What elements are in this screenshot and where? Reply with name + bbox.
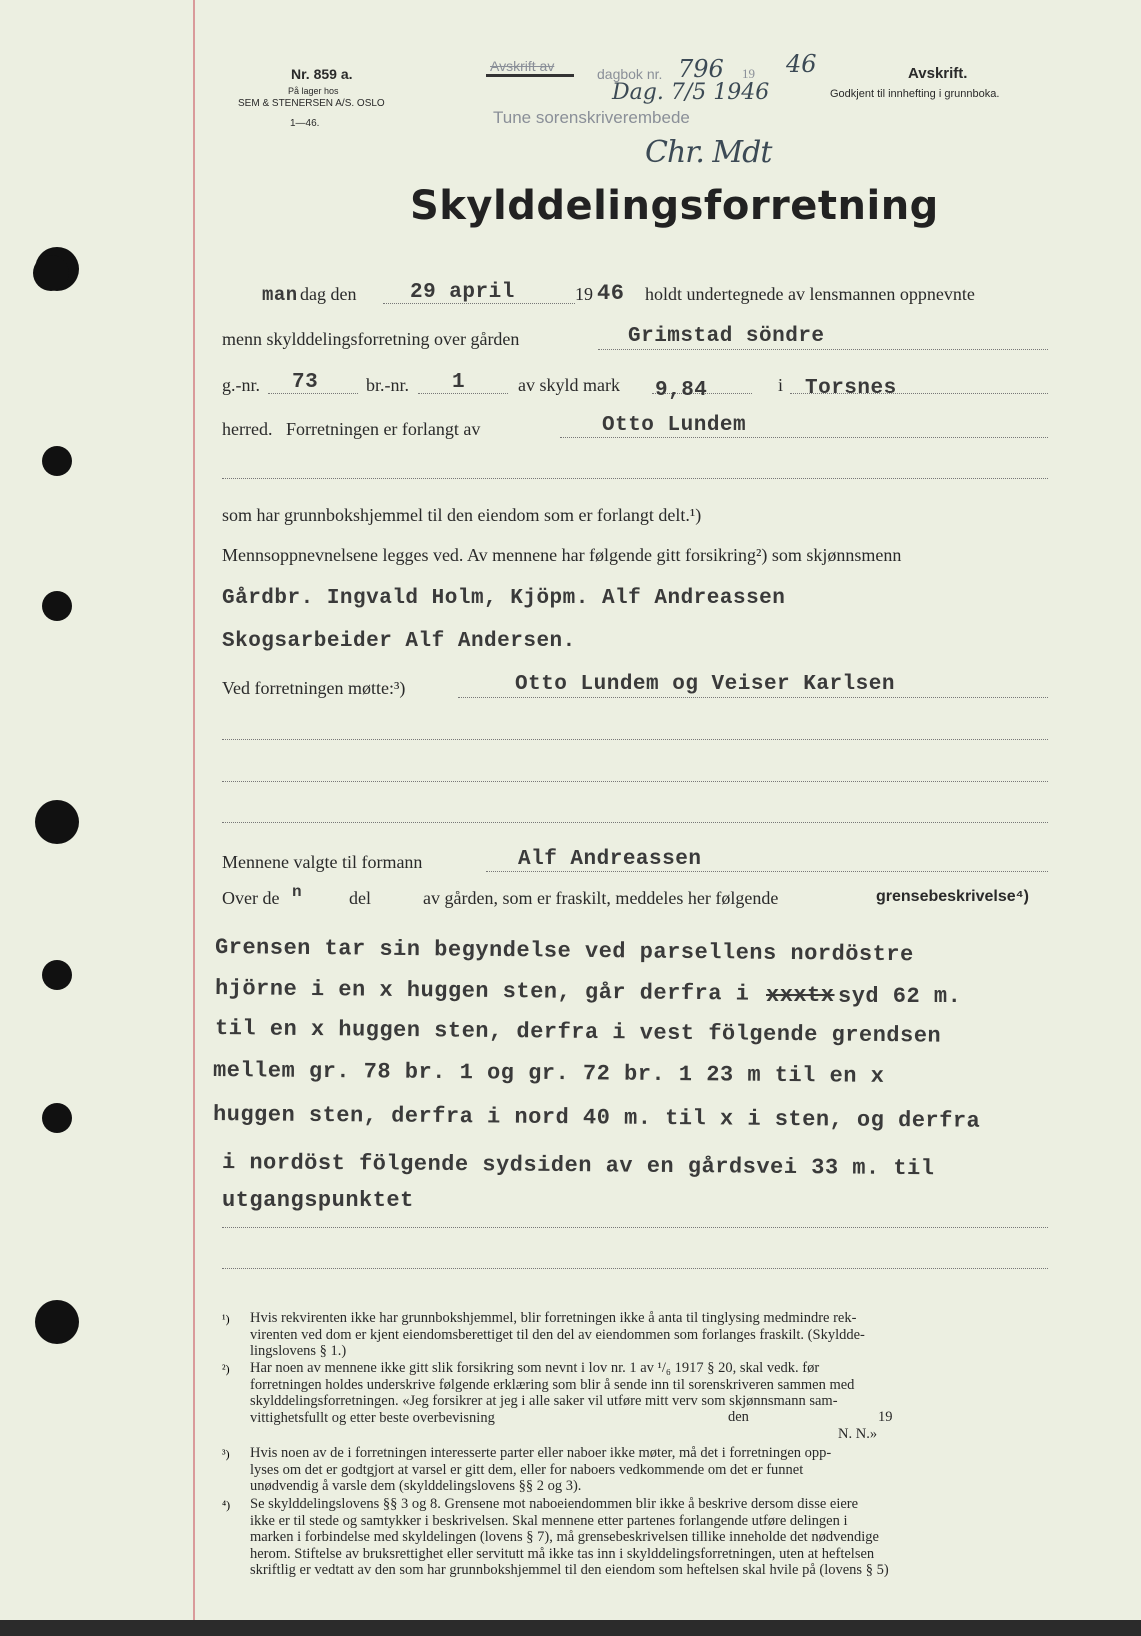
footnote-line: ikke er til stede og samtykker i beskrivelsen. Skal mennene etter partenes forlangende utføre delingen i bbox=[250, 1512, 848, 1529]
footnote-line: vittighetsfullt og etter beste overbevisning bbox=[250, 1409, 495, 1426]
signature: Chr. Mdt bbox=[645, 135, 772, 170]
footnote-line: marken i forbindelse med skyldelingen (lovens § 7), må grensebeskrivelsen tillike inneholde det nødvendige bbox=[250, 1529, 879, 1545]
farm-line bbox=[598, 349, 1048, 350]
footnote-line: virenten ved dom er kjent eiendomsberettiget til den del av eiendommen som forlanges fraskilt. (Skyldde- bbox=[250, 1326, 865, 1343]
men-line-2: Skogsarbeider Alf Andersen. bbox=[222, 630, 576, 653]
footnote-line: Hvis noen av de i forretningen interesserte parter eller naboer ikke møter, må det i forretningen opp- bbox=[250, 1445, 832, 1461]
dagbok-number: 796 bbox=[678, 55, 724, 83]
footnote-mark: ³) bbox=[222, 1447, 230, 1461]
blank-line bbox=[222, 1268, 1048, 1269]
footnote-den: den bbox=[728, 1409, 749, 1425]
footnote-line: unødvendig å varsle dem (skylddelingslovens §§ 2 og 3). bbox=[250, 1478, 582, 1494]
footnote-line: lyses om det er godtgjort at varsel er gitt dem, eller for naboers vedkommende om det er funnet bbox=[250, 1461, 804, 1478]
avskrift-sub: Godkjent til innhefting i grunnboka. bbox=[830, 88, 1000, 100]
footnote-line: Se skylddelingslovens §§ 3 og 8. Grensene mot naboeiendommen blir ikke å beskrive dersom disse eiere bbox=[250, 1496, 859, 1512]
line1-text: holdt undertegnede av lensmannen oppnevnte bbox=[645, 284, 975, 304]
footnote-mark: ⁴) bbox=[222, 1498, 231, 1512]
farm-name: Grimstad söndre bbox=[628, 325, 825, 348]
chairman-value: Alf Andreassen bbox=[518, 848, 702, 871]
line2-text: menn skylddelingsforretning over gården bbox=[222, 329, 520, 349]
weekday: man bbox=[262, 284, 298, 306]
gnr-label: g.-nr. bbox=[222, 375, 260, 395]
year-prefix: 19 bbox=[575, 284, 593, 304]
footnote-line: lingslovens § 1.) bbox=[250, 1343, 347, 1359]
scan-edge bbox=[0, 1620, 1141, 1636]
blank-line bbox=[222, 822, 1048, 823]
municipality: Torsnes bbox=[805, 377, 897, 400]
date-handwritten: Dag. 7/5 1946 bbox=[612, 80, 770, 105]
footnote-mark: ¹) bbox=[222, 1312, 230, 1326]
skyld-label: av skyld mark bbox=[518, 375, 620, 395]
footnote-mark: ²) bbox=[222, 1362, 230, 1376]
blank-line bbox=[222, 1227, 1048, 1228]
stamp-year-suffix: 46 bbox=[786, 50, 817, 78]
page-title: Skylddelingsforretning bbox=[410, 183, 939, 229]
boundary-line: mellem gr. 78 br. 1 og gr. 72 br. 1 23 m til en x bbox=[212, 1058, 885, 1089]
i-label: i bbox=[778, 375, 784, 395]
avskrift-title: Avskrift. bbox=[908, 65, 968, 82]
line4-text: herred. Forretningen er forlangt av bbox=[222, 419, 481, 439]
boundary-line: i nordöst fölgende sydsiden av en gårdsvei 33 m. til bbox=[221, 1150, 935, 1182]
punch-hole bbox=[33, 255, 69, 291]
chairman-line bbox=[486, 871, 1048, 872]
publisher: SEM & STENERSEN A/S. OSLO bbox=[238, 98, 385, 109]
footnote-line: Har noen av mennene ikke gitt slik forsikring som nevnt i lov nr. 1 av ¹/₆ 1917 § 20, skal vedk. før bbox=[250, 1360, 820, 1376]
punch-hole bbox=[42, 1103, 72, 1133]
chairman-label: Mennene valgte til formann bbox=[222, 852, 423, 872]
gnr-value: 73 bbox=[292, 371, 319, 394]
blank-line bbox=[222, 478, 1048, 479]
del-label: del bbox=[349, 888, 371, 908]
punch-hole bbox=[35, 800, 79, 844]
stock-line: På lager hos bbox=[288, 86, 339, 96]
punch-hole bbox=[42, 446, 72, 476]
boundary-line: utgangspunktet bbox=[222, 1188, 414, 1213]
boundary-heading: grensebeskrivelse⁴) bbox=[876, 888, 1029, 905]
over-label: Over de bbox=[222, 888, 280, 908]
date-value: 29 april bbox=[410, 281, 515, 304]
boundary-line: Grensen tar sin begyndelse ved parsellens nordöstre bbox=[214, 935, 914, 968]
requester: Otto Lundem bbox=[602, 414, 747, 437]
footnote-line: herom. Stiftelse av bruksrettighet eller servitutt må ikke tas inn i skylddelingsforretningen, uten at heftelsen bbox=[250, 1545, 875, 1562]
blank-line bbox=[222, 781, 1048, 782]
punch-hole bbox=[35, 1300, 79, 1344]
dag-den-label: dag den bbox=[300, 284, 357, 304]
footnote-1 bbox=[250, 1310, 865, 1360]
form-date: 1—46. bbox=[290, 118, 320, 129]
footnote-line: forretningen holdes underskrive følgende erklæring som blir å sende inn til sorenskriveren sammen med bbox=[250, 1376, 855, 1393]
brnr-value: 1 bbox=[452, 371, 466, 394]
over-text: av gården, som er fraskilt, meddeles her følgende bbox=[423, 888, 779, 908]
footnote-line: skylddelingsforretningen. «Jeg forsikrer at jeg i alle saker vil utføre mitt verv som skjønnsmann sam- bbox=[250, 1393, 838, 1409]
stamp-year-prefix: 19 bbox=[742, 66, 755, 81]
punch-hole bbox=[42, 591, 72, 621]
attended-label: Ved forretningen møtte:³) bbox=[222, 678, 406, 698]
year-suffix: 46 bbox=[597, 281, 625, 306]
brnr-label: br.-nr. bbox=[366, 375, 409, 395]
skyld-value: 9,84 bbox=[655, 379, 708, 402]
requester-line bbox=[560, 437, 1048, 438]
line6-text: Mennsoppnevnelsene legges ved. Av mennene har følgende gitt forsikring²) som skjønnsmenn bbox=[222, 545, 902, 565]
men-line-1: Gårdbr. Ingvald Holm, Kjöpm. Alf Andreassen bbox=[222, 587, 786, 610]
footnote-2 bbox=[250, 1360, 854, 1426]
strike-line bbox=[486, 74, 574, 77]
blank-line bbox=[222, 739, 1048, 740]
footnote-line: Hvis rekvirenten ikke har grunnbokshjemmel, blir forretningen ikke å anta til tinglysing medmindre rek- bbox=[250, 1310, 857, 1326]
boundary-line-end: syd 62 m. bbox=[838, 984, 962, 1009]
over-suffix: n bbox=[292, 883, 303, 901]
footnote-3 bbox=[250, 1445, 831, 1495]
attended-line bbox=[458, 697, 1048, 698]
punch-hole bbox=[42, 960, 72, 990]
stamp-prefix-struck: Avskrift av bbox=[490, 58, 555, 74]
stamp-dagbok: dagbok nr. bbox=[597, 66, 663, 82]
form-number: Nr. 859 a. bbox=[291, 66, 353, 82]
margin-rule bbox=[193, 0, 195, 1620]
attended-value: Otto Lundem og Veiser Karlsen bbox=[515, 673, 895, 696]
footnote-19: 19 bbox=[878, 1409, 893, 1425]
footnote-nn: N. N.» bbox=[838, 1426, 878, 1442]
stamp-office: Tune sorenskriverembede bbox=[493, 108, 690, 127]
boundary-struck: xxxtx bbox=[766, 983, 835, 1008]
footnote-line: skriftlig er vedtatt av den som har grunnbokshjemmel til den eiendom som heftelsen skal hvile på (lovens § 5) bbox=[250, 1562, 889, 1578]
boundary-line: hjörne i en x huggen sten, går derfra i bbox=[214, 976, 750, 1007]
boundary-line: huggen sten, derfra i nord 40 m. til x i sten, og derfra bbox=[212, 1102, 981, 1134]
boundary-line: til en x huggen sten, derfra i vest fölgende grendsen bbox=[214, 1016, 942, 1049]
footnote-4 bbox=[250, 1496, 889, 1579]
line5-text: som har grunnbokshjemmel til den eiendom som er forlangt delt.¹) bbox=[222, 505, 702, 525]
